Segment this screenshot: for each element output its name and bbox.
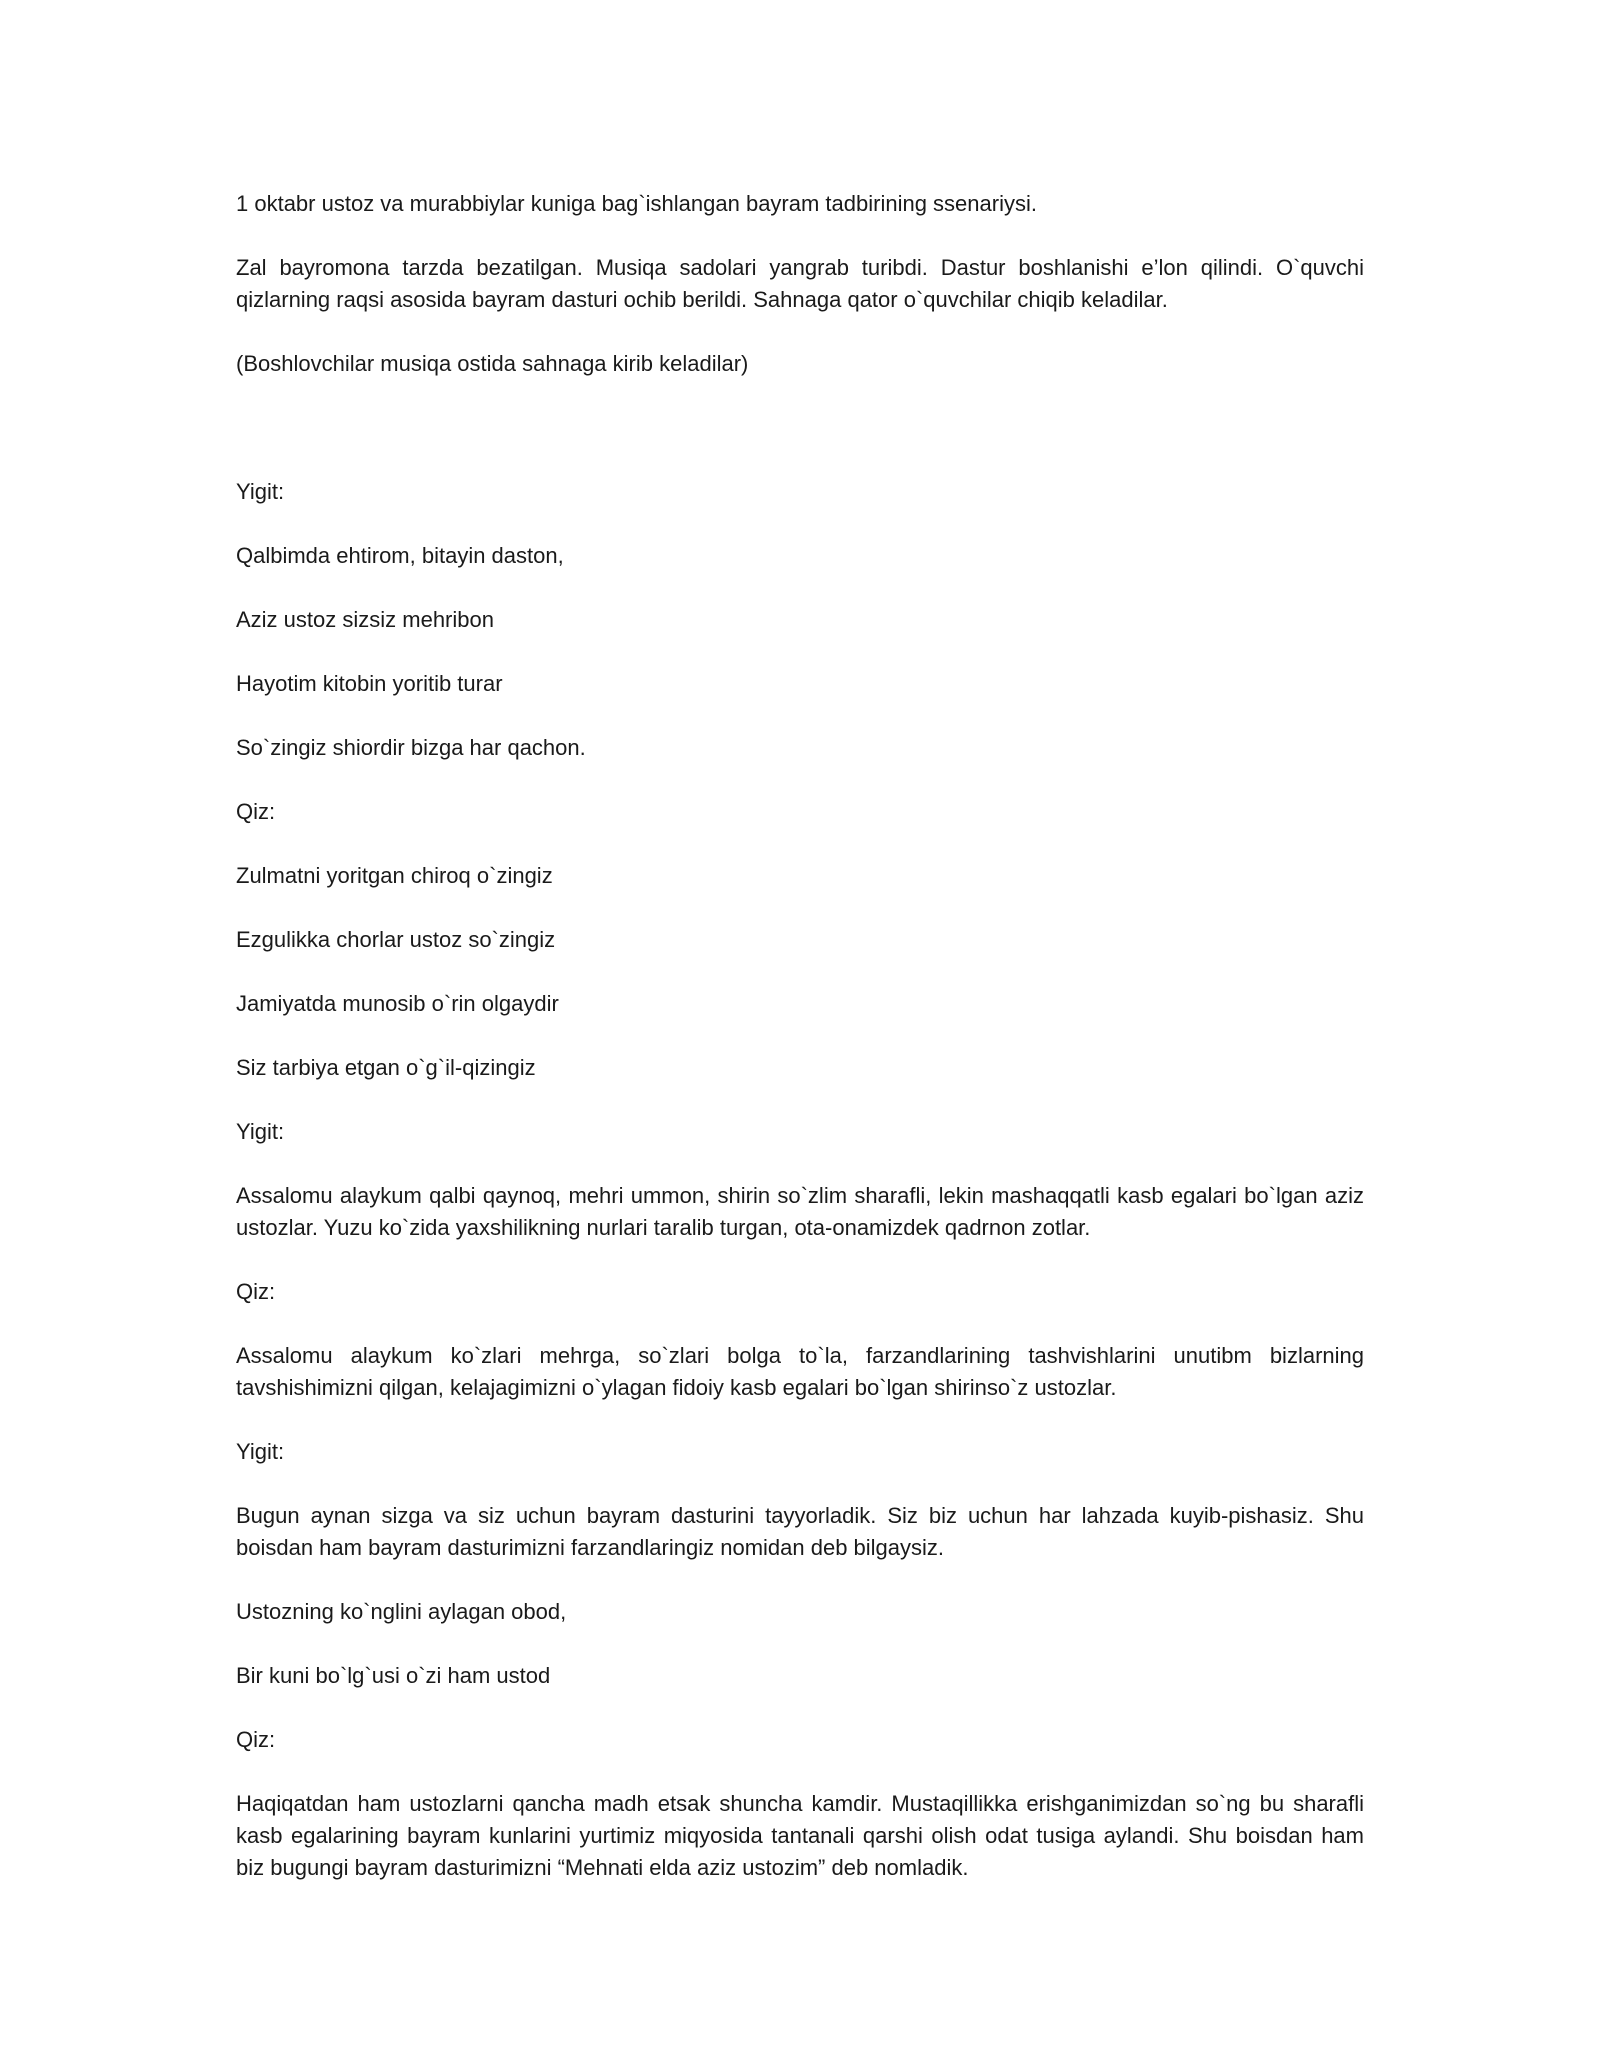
speaker-label: Yigit: (236, 479, 285, 504)
poem-line: Ustozning ko`nglini aylagan obod, (236, 1599, 567, 1624)
speech-paragraph: Assalomu alaykum ko`zlari mehrga, so`zlari bolga to`la, farzandlarining tashvishlarini unutibm bizlarning tavshishimizni qilgan, kelajagimizni o`ylagan fidoiy kasb egalari bo`lgan shirinso`z ustozlar. (236, 1343, 1364, 1400)
speaker-label: Qiz: (236, 1279, 276, 1304)
poem-line: Qalbimda ehtirom, bitayin daston, (236, 543, 564, 568)
document-body (236, 188, 1364, 1916)
poem-line: Ezgulikka chorlar ustoz so`zingiz (236, 927, 556, 952)
speech-paragraph: Haqiqatdan ham ustozlarni qancha madh etsak shuncha kamdir. Mustaqillikka erishganimizdan so`ng bu sharafli kasb egalarining bayram kunlarini yurtimiz miqyosida tantanali qarshi olish odat tusiga aylandi. Shu boisdan ham biz bugungi bayram dasturimizni “Mehnati elda aziz ustozim” deb nomladik. (236, 1791, 1364, 1880)
poem-line: Siz tarbiya etgan o`g`il-qizingiz (236, 1055, 536, 1080)
poem-line: Aziz ustoz sizsiz mehribon (236, 607, 494, 632)
poem-line: Jamiyatda munosib o`rin olgaydir (236, 991, 559, 1016)
poem-line: So`zingiz shiordir bizga har qachon. (236, 735, 586, 760)
intro-paragraph: Zal bayromona tarzda bezatilgan. Musiqa sadolari yangrab turibdi. Dastur boshlanishi e’lon qilindi. O`quvchi qizlarning raqsi asosida bayram dasturi ochib berildi. Sahnaga qator o`quvchilar chiqib keladilar. (236, 255, 1364, 312)
stage-direction: (Boshlovchilar musiqa ostida sahnaga kirib keladilar) (236, 351, 749, 376)
poem-line: Hayotim kitobin yoritib turar (236, 671, 503, 696)
speech-paragraph: Bugun aynan sizga va siz uchun bayram dasturini tayyorladik. Siz biz uchun har lahzada kuyib-pishasiz. Shu boisdan ham bayram dasturimizni farzandlaringiz nomidan deb bilgaysiz. (236, 1503, 1364, 1560)
poem-line: Bir kuni bo`lg`usi o`zi ham ustod (236, 1663, 551, 1688)
poem-line: Zulmatni yoritgan chiroq o`zingiz (236, 863, 553, 888)
speaker-label: Qiz: (236, 799, 276, 824)
speaker-label: Qiz: (236, 1727, 276, 1752)
speech-paragraph: Assalomu alaykum qalbi qaynoq, mehri ummon, shirin so`zlim sharafli, lekin mashaqqatli kasb egalari bo`lgan aziz ustozlar. Yuzu ko`zida yaxshilikning nurlari taralib turgan, ota-onamizdek qadrnon zotlar. (236, 1183, 1364, 1240)
document-title: 1 oktabr ustoz va murabbiylar kuniga bag`ishlangan bayram tadbirining ssenariysi. (236, 191, 1037, 216)
speaker-label: Yigit: (236, 1439, 285, 1464)
speaker-label: Yigit: (236, 1119, 285, 1144)
